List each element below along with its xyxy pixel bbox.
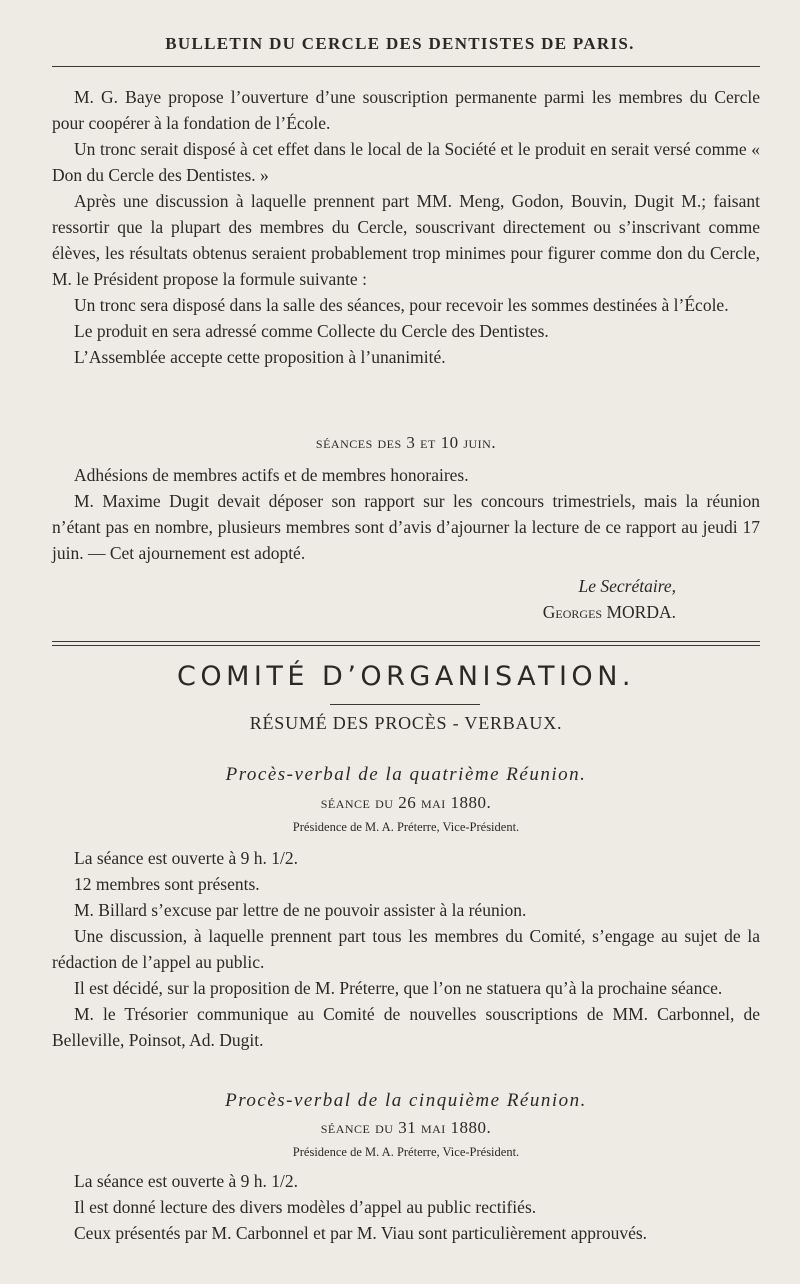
running-header: BULLETIN DU CERCLE DES DENTISTES DE PARIS. [165, 34, 635, 53]
header-rule [52, 66, 760, 67]
paragraph: 12 membres sont présents. [74, 874, 260, 894]
seances-heading: séances des 3 et 10 juin. [315, 433, 497, 452]
section-pv4 [52, 845, 760, 1053]
pv5-presidence: Présidence de M. A. Préterre, Vice-Président. [292, 1145, 520, 1159]
paragraph: Adhésions de membres actifs et de membres honoraires. [74, 465, 469, 485]
pv4-seance: séance du 26 mai 1880. [320, 793, 492, 812]
paragraph: Après une discussion à laquelle prennent part MM. Meng, Godon, Bouvin, Dugit M.; faisant ressortir que la plupart des membres du Cercle, souscrivant directement ou s’inscrivant comme élèves, les résultats obtenus seraient probablement trop minimes pour figurer comme don du Cercle, M. le Président propose la formule suivante : [52, 191, 760, 289]
paragraph: M. Billard s’excuse par lettre de ne pouvoir assister à la réunion. [74, 900, 527, 920]
paragraph: Le produit en sera adressé comme Collecte du Cercle des Dentistes. [74, 321, 549, 341]
section-seances [52, 462, 760, 566]
comite-title-rule [330, 704, 480, 705]
paragraph: Un tronc serait disposé à cet effet dans le local de la Société et le produit en serait versé comme « Don du Cercle des Dentistes. » [52, 139, 760, 185]
paragraph: Ceux présentés par M. Carbonnel et par M. Viau sont particulièrement approuvés. [74, 1223, 648, 1243]
pv4-title: Procès-verbal de la quatrième Réunion. [225, 764, 587, 785]
paragraph: Un tronc sera disposé dans la salle des séances, pour recevoir les sommes destinées à l’École. [74, 295, 729, 315]
comite-subtitle: RÉSUMÉ DES PROCÈS - VERBAUX. [249, 713, 563, 733]
signature-role: Le Secrétaire, [578, 576, 676, 596]
section-double-rule-bottom [52, 645, 760, 646]
paragraph: La séance est ouverte à 9 h. 1/2. [74, 1171, 299, 1191]
pv5-title: Procès-verbal de la cinquième Réunion. [225, 1090, 587, 1111]
paragraph: M. le Trésorier communique au Comité de nouvelles souscriptions de MM. Carbonnel, de Belleville, Poinsot, Ad. Dugit. [52, 1004, 760, 1050]
pv5-seance: séance du 31 mai 1880. [320, 1118, 492, 1137]
paragraph: Une discussion, à laquelle prennent part tous les membres du Comité, s’engage au sujet de la rédaction de l’appel au public. [52, 926, 760, 972]
section-baye-proposal [52, 84, 760, 370]
paragraph: M. Maxime Dugit devait déposer son rapport sur les concours trimestriels, mais la réunion n’étant pas en nombre, plusieurs membres sont d’avis d’ajourner la lecture de ce rapport au jeudi 17 juin. — Cet ajournement est adopté. [52, 491, 760, 563]
paragraph: L’Assemblée accepte cette proposition à l’unanimité. [74, 347, 446, 367]
paragraph: M. G. Baye propose l’ouverture d’une souscription permanente parmi les membres du Cercle pour coopérer à la fondation de l’École. [52, 87, 760, 133]
section-pv5 [52, 1168, 760, 1246]
section-double-rule-top [52, 641, 760, 642]
pv4-presidence: Présidence de M. A. Préterre, Vice-Président. [292, 820, 520, 834]
comite-title: COMITÉ D’ORGANISATION. [177, 661, 635, 692]
signature-name: Georges MORDA. [542, 602, 676, 622]
paragraph: La séance est ouverte à 9 h. 1/2. [74, 848, 299, 868]
paragraph: Il est donné lecture des divers modèles d’appel au public rectifiés. [74, 1197, 537, 1217]
paragraph: Il est décidé, sur la proposition de M. Préterre, que l’on ne statuera qu’à la prochaine séance. [74, 978, 723, 998]
